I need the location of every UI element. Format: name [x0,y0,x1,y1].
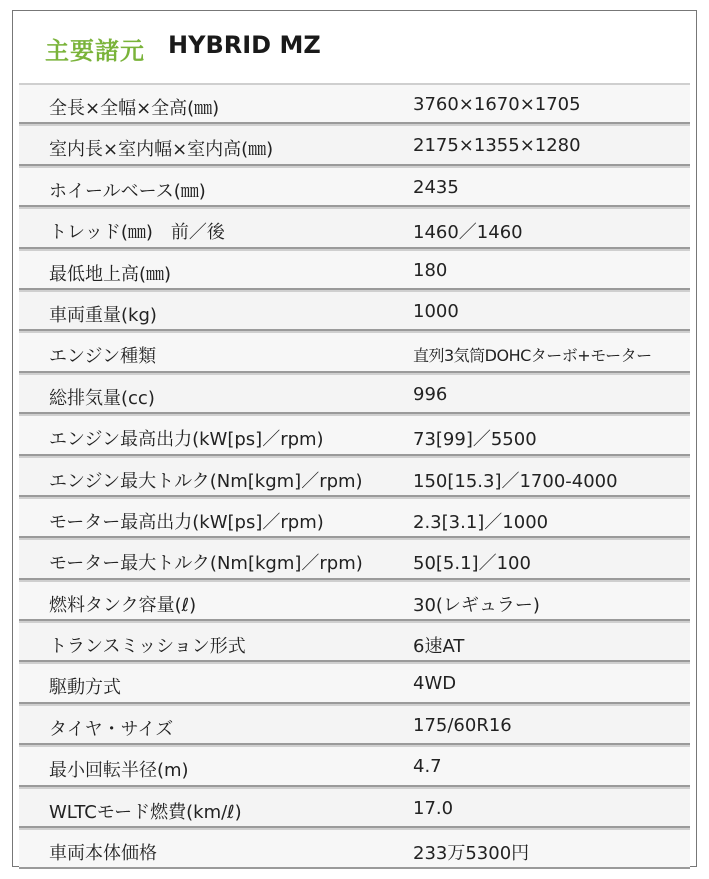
spec-label: トレッド(㎜) 前／後 [49,222,225,244]
spec-row [19,249,690,290]
spec-row [19,828,690,869]
spec-value: 2175×1355×1280 [413,135,581,157]
spec-label: エンジン最高出力(kW[ps]／rpm) [49,429,324,451]
spec-value: 50[5.1]／100 [413,553,531,575]
title-bar [13,11,696,83]
spec-label: 最小回転半径(m) [49,760,189,782]
spec-label: トランスミッション形式 [49,636,246,658]
spec-row [19,124,690,165]
spec-label: モーター最高出力(kW[ps]／rpm) [49,511,324,533]
spec-row [19,662,690,703]
spec-value: 2.3[3.1]／1000 [413,511,549,533]
spec-row [19,580,690,621]
spec-value: 175/60R16 [413,714,512,736]
spec-row [19,456,690,497]
spec-row [19,166,690,207]
spec-row [19,290,690,331]
spec-row [19,207,690,248]
spec-label: 全長×全幅×全高(㎜) [49,98,220,119]
spec-value: 17.0 [413,797,454,819]
spec-value: 996 [413,383,448,405]
spec-value: 150[15.3]／1700-4000 [413,470,618,492]
spec-table-frame [12,10,697,867]
spec-row [19,83,690,124]
spec-label: 燃料タンク容量(ℓ) [49,594,197,616]
spec-value: 6速AT [413,636,465,658]
spec-label: エンジン種類 [49,346,157,368]
spec-value: 4WD [413,673,457,695]
spec-label: モーター最大トルク(Nm[kgm]／rpm) [49,553,363,575]
spec-row [19,787,690,828]
spec-rows [19,83,690,869]
spec-label: 車両本体価格 [49,843,157,865]
title-model: HYBRID MZ [168,31,321,59]
spec-value: 1000 [413,300,459,322]
spec-row [19,745,690,786]
spec-value: 73[99]／5500 [413,429,537,451]
spec-row [19,414,690,455]
spec-label: エンジン最大トルク(Nm[kgm]／rpm) [49,470,363,492]
spec-label: 駆動方式 [49,677,121,699]
spec-row [19,621,690,662]
spec-value: 4.7 [413,756,442,778]
spec-row [19,497,690,538]
title-jp: 主要諸元 [45,37,145,65]
spec-label: WLTCモード燃費(km/ℓ) [49,801,242,823]
spec-value: 30(レギュラー) [413,594,540,616]
spec-value: 直列3気筒DOHCターボ+モーター [413,346,652,366]
spec-label: 総排気量(cc) [49,387,155,409]
spec-label: 室内長×室内幅×室内高(㎜) [49,139,274,161]
spec-row [19,538,690,579]
spec-value: 180 [413,259,448,281]
spec-row [19,331,690,372]
spec-label: タイヤ・サイズ [49,718,174,740]
spec-value: 1460／1460 [413,222,523,244]
spec-label: ホイールベース(㎜) [49,180,206,202]
spec-value: 2435 [413,176,459,198]
spec-value: 233万5300円 [413,843,530,865]
spec-label: 最低地上高(㎜) [49,263,172,285]
spec-row [19,373,690,414]
spec-label: 車両重量(kg) [49,304,157,326]
spec-value: 3760×1670×1705 [413,94,581,115]
spec-row [19,704,690,745]
